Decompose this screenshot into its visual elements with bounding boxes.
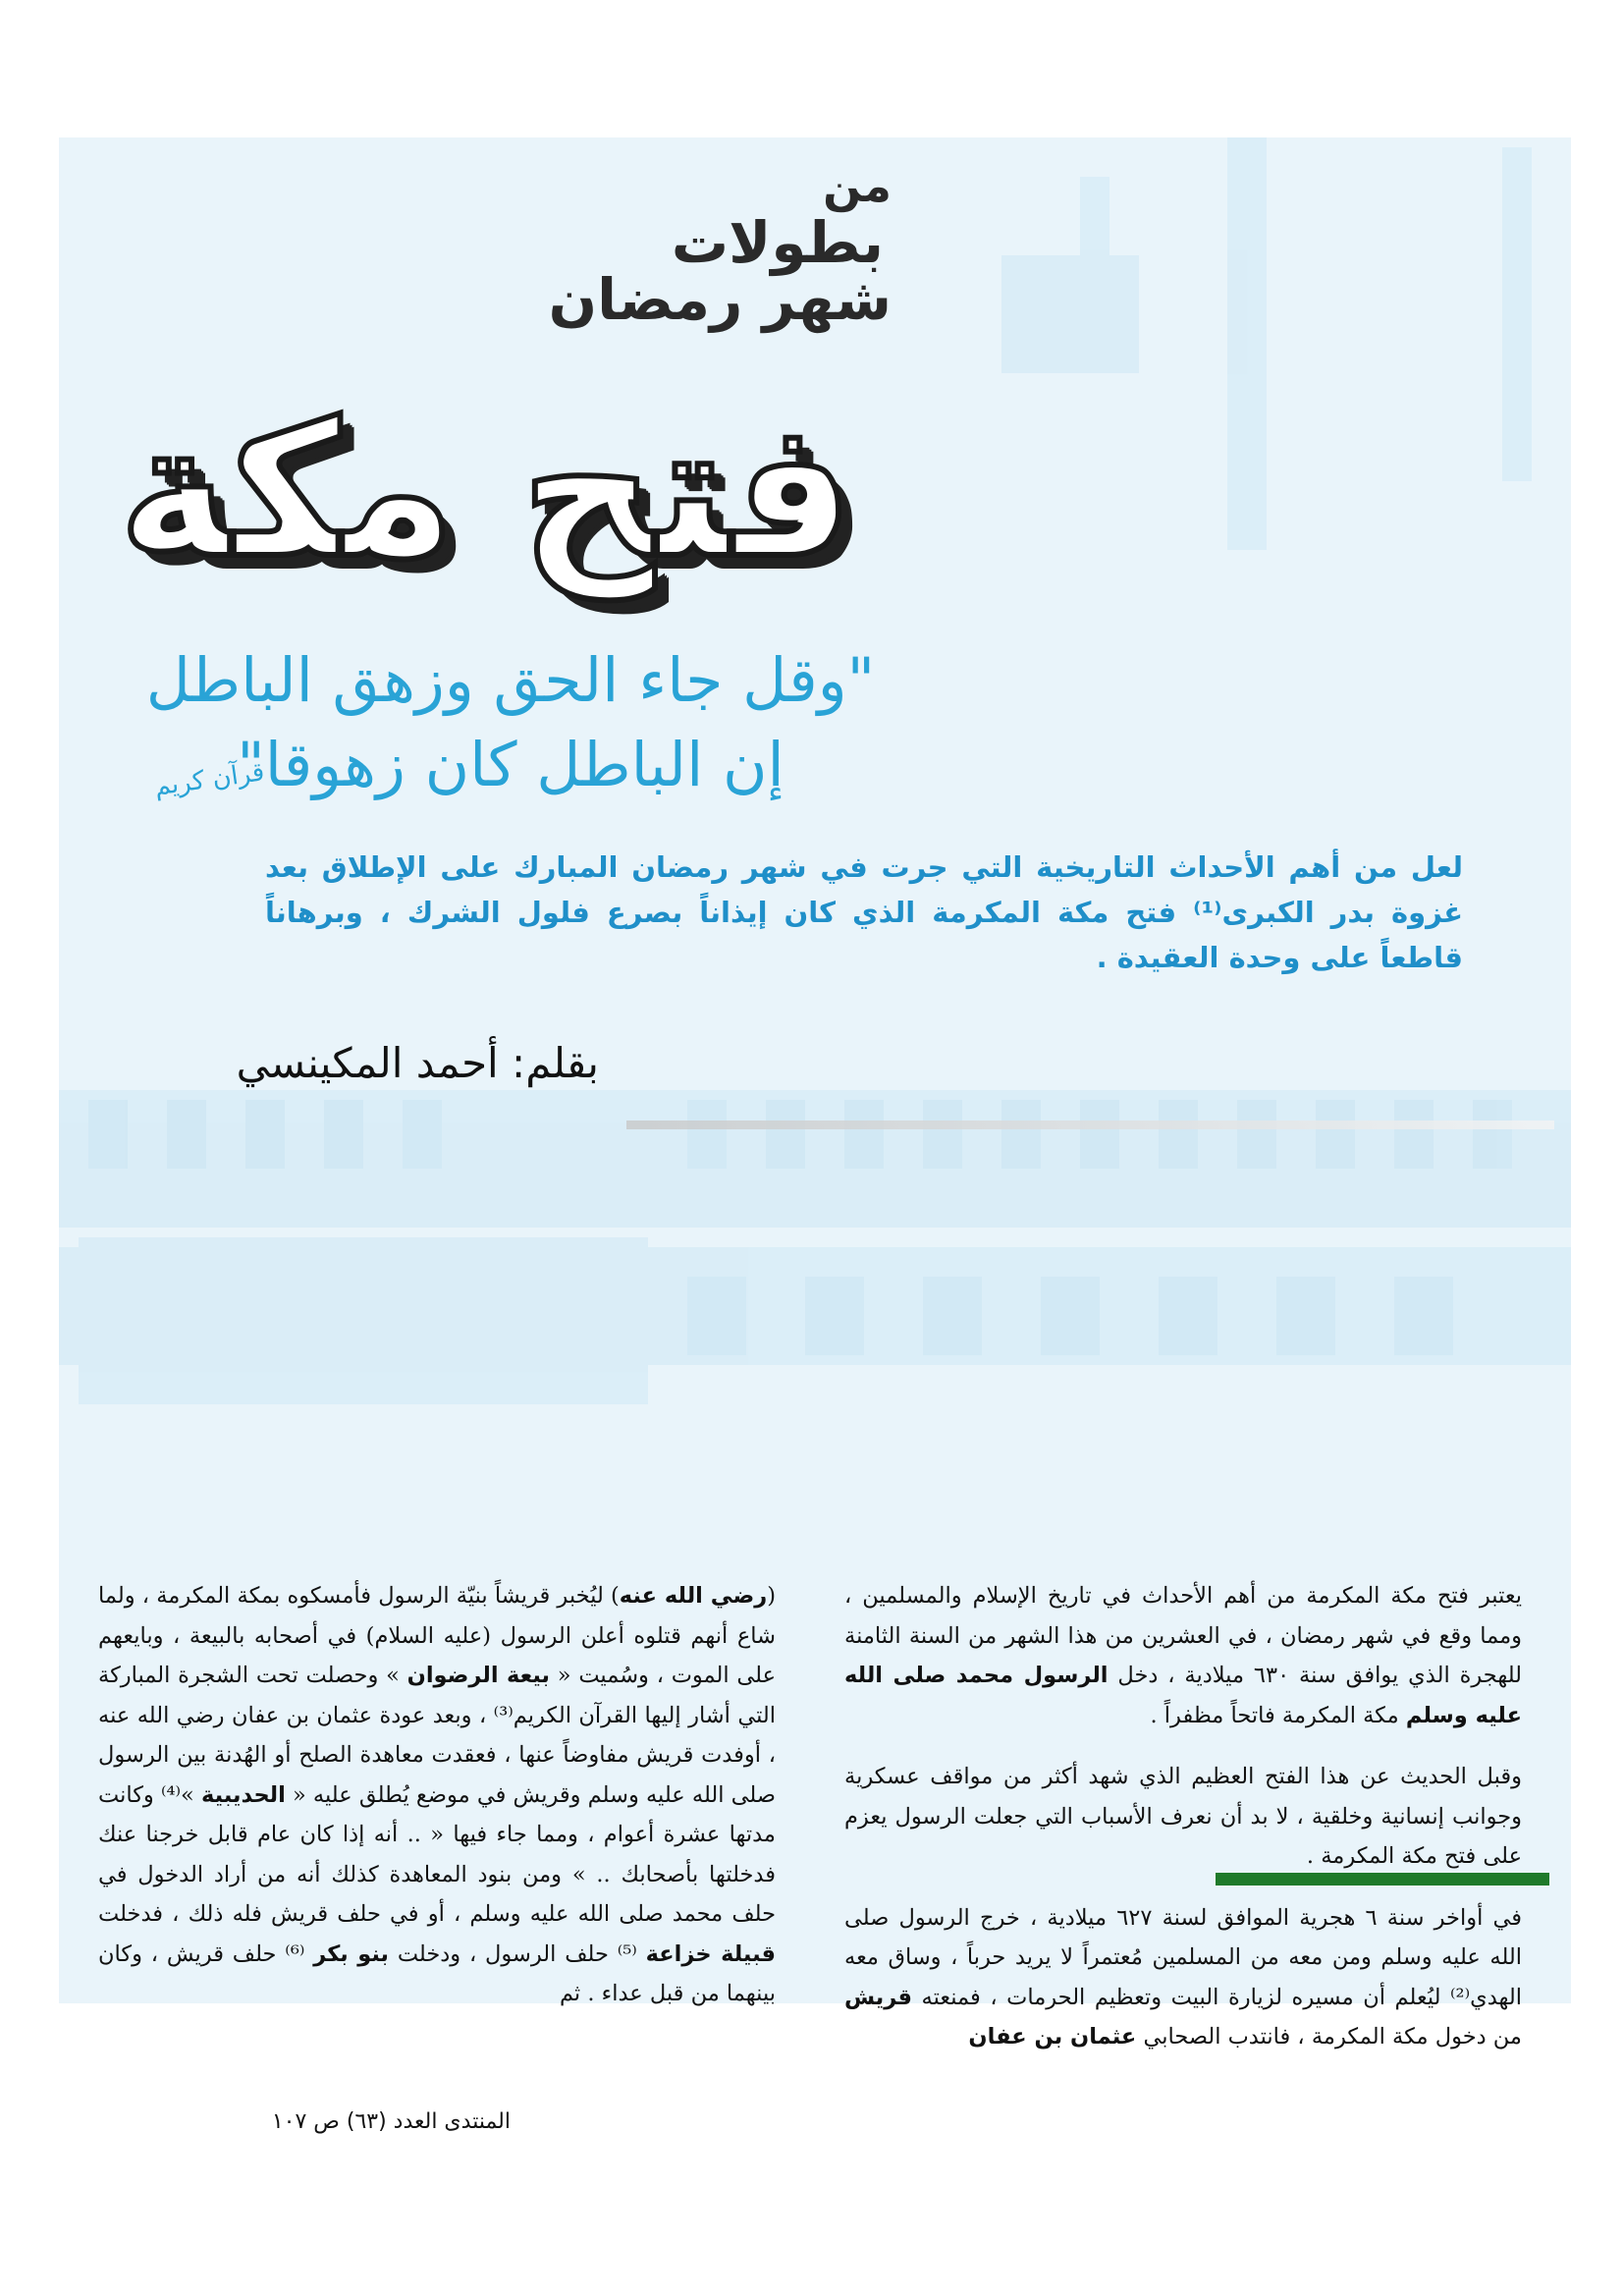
series-heading bbox=[479, 157, 892, 333]
text-run: »⁽⁴⁾ وكانت مدتها عشرة أعوام ، ومما جاء فيها « .. أنه إذا كان عام قابل خرجنا عنك فدخلتها بأصحابك .. » ومن بنود المعاهدة كذلك أنه من أراد الدخول في حلف محمد صلى الله عليه وسلم ، أو في حلف قريش فله ذلك ، فدخلت bbox=[98, 1781, 776, 1927]
paragraph: (رضي الله عنه) ليُخبر قريشاً بنيّة الرسول فأمسكوه بمكة المكرمة ، ولما شاع أنهم قتلوه أعلن الرسول (عليه السلام) في أصحابه بالبيعة ، وبايعهم على الموت ، وسُميت « بيعة الرضوان » وحصلت تحت الشجرة المباركة التي أشار إليها القرآن الكريم⁽³⁾ ، وبعد عودة عثمان بن عفان رضي الله عنه ، أوفدت قريش مفاوضاً عنها ، فعقدت معاهدة الصلح أو الهُدنة بين الرسول صلى الله عليه وسلم وقريش في موضع يُطلق عليه « الحديبية »⁽⁴⁾ وكانت مدتها عشرة أعوام ، ومما جاء فيها « .. أنه إذا كان عام قابل خرجنا عنك فدخلتها بأصحابك .. » ومن بنود المعاهدة كذلك أنه من أراد الدخول في حلف محمد صلى الله عليه وسلم ، أو في حلف قريش فله ذلك ، فدخلت قبيلة خزاعة ⁽⁵⁾ حلف الرسول ، ودخلت بنو بكر ⁽⁶⁾ حلف قريش ، وكان بينهما من قبل عداء . ثم bbox=[98, 1583, 777, 2006]
bold-run: الحديبية bbox=[200, 1781, 286, 1808]
bold-run: بنو بكر bbox=[313, 1941, 389, 1967]
page-title: فتح مكة bbox=[118, 382, 854, 599]
article-column-right bbox=[844, 1576, 1522, 2079]
series-line-3: شهر رمضان bbox=[548, 266, 892, 333]
text-run: ليُخبر قريشاً بنيّة الرسول فأمسكوه بمكة المكرمة ، ولما شاع أنهم قتلوه أعلن الرسول (عليه السلام) في أصحابه بالبيعة ، وبايعهم على الموت ، وسُميت « bbox=[98, 1583, 777, 1688]
paragraph: وقبل الحديث عن هذا الفتح العظيم الذي شهد أكثر من مواقف عسكرية وجوانب إنسانية وخلقية ، لا بد أن نعرف الأسباب التي جعلت الرسول يعزم على فتح مكة المكرمة . bbox=[844, 1764, 1522, 1869]
bold-run: الرسول محمد صلى الله عليه وسلم bbox=[844, 1663, 1522, 1728]
text-run: » وحصلت تحت الشجرة المباركة التي أشار إليها القرآن الكريم⁽³⁾ ، وبعد عودة عثمان بن عفان رضي الله عنه ، أوفدت قريش مفاوضاً عنها ، فعقدت معاهدة الصلح أو الهُدنة بين الرسول صلى الله عليه وسلم وقريش في موضع يُطلق عليه « bbox=[98, 1663, 777, 1808]
scan-artifact-green bbox=[1216, 1873, 1549, 1886]
bold-run: رضي الله عنه bbox=[619, 1583, 768, 1609]
bold-run: قبيلة خزاعة bbox=[645, 1941, 777, 1967]
scan-artifact-gray bbox=[626, 1121, 1554, 1129]
bold-run: عثمان بن عفان bbox=[968, 2024, 1137, 2050]
text-run: يعتبر فتح مكة المكرمة من أهم الأحداث في تاريخ الإسلام والمسلمين ، ومما وقع في شهر رمضان ، في العشرين من هذا الشهر من السنة الثامنة للهجرة الذي يوافق سنة ٦٣٠ ميلادية ، دخل bbox=[844, 1583, 1522, 1688]
verse-line-1: "وقل جاء الحق وزهق الباطل bbox=[145, 644, 876, 716]
text-run: مكة المكرمة فاتحاً مظفراً . bbox=[1150, 1702, 1399, 1728]
bold-run: قريش bbox=[844, 1984, 912, 2010]
verse-line-2: إن الباطل كان زهوقا" bbox=[237, 729, 784, 800]
text-run: ⁽⁵⁾ حلف الرسول ، ودخلت bbox=[397, 1941, 637, 1967]
paragraph bbox=[844, 1898, 1522, 2057]
page-footer: المنتدى العدد (٦٣) ص ١٠٧ bbox=[271, 2109, 511, 2134]
paragraph bbox=[844, 1576, 1522, 1735]
series-line-2: بطولات bbox=[671, 209, 884, 276]
text-run: ⁽⁶⁾ حلف قريش ، وكان بينهما من قبل عداء . ثم bbox=[98, 1941, 776, 2006]
series-line-1: من bbox=[823, 159, 892, 212]
text-run: من دخول مكة المكرمة ، فانتدب الصحابي bbox=[1143, 2024, 1522, 2050]
author-byline: بقلم: أحمد المكينسي bbox=[236, 1039, 599, 1087]
intro-paragraph: لعل من أهم الأحداث التاريخية التي جرت في شهر رمضان المبارك على الإطلاق بعد غزوة بدر الكبرى⁽¹⁾ فتح مكة المكرمة الذي كان إيذاناً بصرع فلول الشرك ، وبرهاناً قاطعاً على وحدة العقيدة . bbox=[265, 850, 1464, 974]
text-run: في أواخر سنة ٦ هجرية الموافق لسنة ٦٢٧ ميلادية ، خرج الرسول صلى الله عليه وسلم ومن معه من المسلمين مُعتمراً لا يريد حرباً ، وساق معه الهدي⁽²⁾ ليُعلم أن مسيره لزيارة البيت وتعظيم الحرمات ، فمنعته bbox=[844, 1904, 1523, 2010]
verse-source: قرآن كريم bbox=[152, 757, 267, 802]
article-column-left bbox=[98, 1576, 776, 2036]
bold-run: بيعة الرضوان bbox=[406, 1663, 550, 1688]
